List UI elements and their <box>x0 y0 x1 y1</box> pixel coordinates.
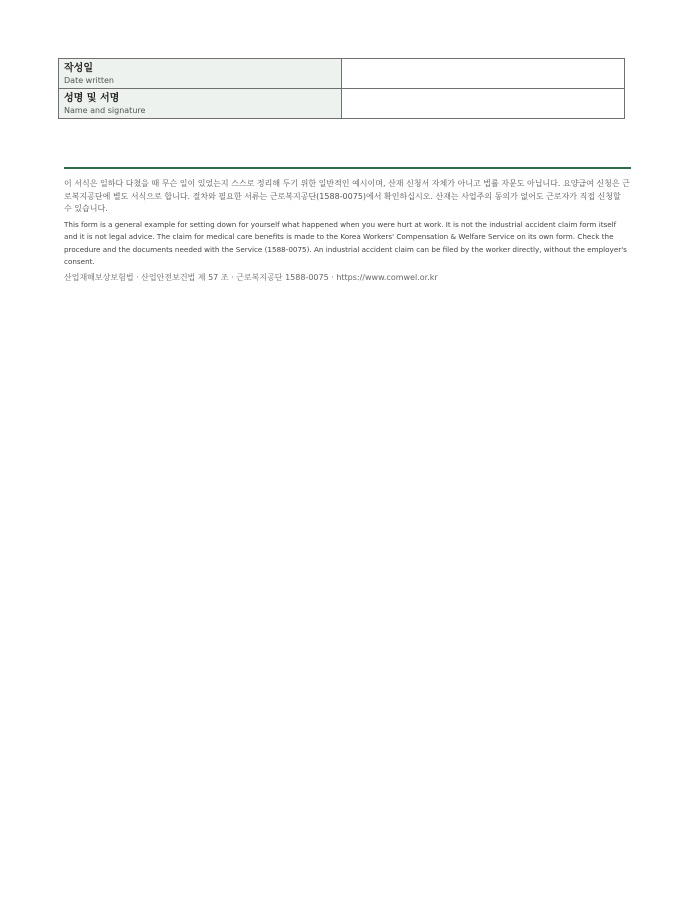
name-signature-label-ko: 성명 및 서명 <box>64 93 120 104</box>
section-divider <box>64 167 631 169</box>
signature-table <box>58 58 625 119</box>
date-written-row <box>59 59 625 89</box>
name-signature-field[interactable] <box>342 89 625 119</box>
date-written-label-en: Date written <box>64 76 114 85</box>
name-signature-row <box>59 89 625 119</box>
date-written-field[interactable] <box>342 59 625 89</box>
date-written-label-ko: 작성일 <box>64 63 93 74</box>
korean-disclaimer: 이 서식은 일하다 다쳤을 때 무슨 일이 있었는지 스스로 정리해 두기 위한 일반적인 예시이며, 산재 신청서 자체가 아니고 법률 자문도 아닙니다. 요양급여 신청은 근로복지공단에 별도 서식으로 합니다. 절차와 필요한 서류는 근로복지공단(1588-0075)에서 확인하십시오. 산재는 사업주의 동의가 없어도 근로자가 직접 신청할 수 있습니다. <box>64 179 630 213</box>
date-written-label-cell <box>59 59 342 89</box>
notes-section <box>64 178 631 284</box>
name-signature-label-cell <box>59 89 342 119</box>
english-disclaimer: This form is a general example for setting down for yourself what happened when you were hurt at work. It is not the industrial accident claim form itself and it is not legal advice. The claim for medical care benefits is made to the Korea Workers' Compensation & Welfare Service on its own form. Check the procedure and the documents needed with the Service (1588-0075). An industrial accident claim can be filed by the worker directly, without the employer's consent. <box>64 219 627 266</box>
name-signature-label-en: Name and signature <box>64 106 146 115</box>
legal-reference-footer: 산업재해보상보험법 · 산업안전보건법 제 57 조 · 근로복지공단 1588-0075 · https://www.comwel.or.kr <box>64 272 438 282</box>
